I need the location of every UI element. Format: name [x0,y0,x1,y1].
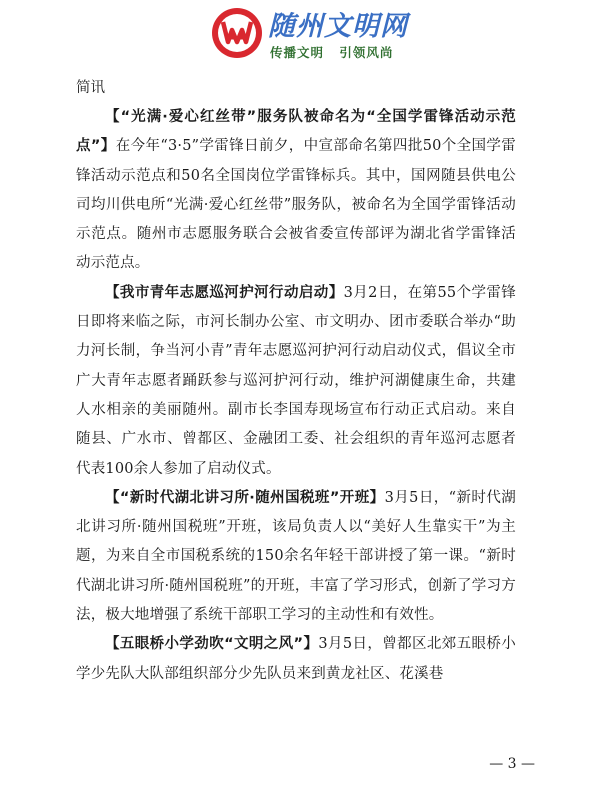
page-number: — 3 — [489,756,535,772]
news-body: 3月5日，曾都区北郊五眼桥小学少先队大队部组织部分少先队员来到黄龙社区、花溪巷 [76,636,517,682]
slogan-part-1: 传播文明 [270,45,325,60]
news-item [76,279,516,484]
news-item [76,484,516,630]
news-headline: 【五眼桥小学劲吹“文明之风”】 [105,636,319,653]
wm-logo-icon [210,6,264,60]
news-body: 在今年“3·5”学雷锋日前夕，中宣部命名第四批50个全国学雷锋活动示范点和50名全国岗位学雷锋标兵。其中，国网随县供电公司均川供电所“光满·爱心红丝带”服务队，被命名为全国学雷锋活动示范点。随州市志愿服务联合会被省委宣传部评为湖北省学雷锋活动示范点。 [76,138,516,272]
news-headline: 【“新时代湖北讲习所·随州国税班”开班】 [105,489,385,506]
news-item [76,103,516,279]
main-content [76,77,516,689]
news-body: 3月2日，在第55个学雷锋日即将来临之际，市河长制办公室、市文明办、团市委联合举办“助力河长制，争当河小青”青年志愿巡河护河行动启动仪式，倡议全市广大青年志愿者踊跃参与巡河护河行动，维护河湖健康生命，共建人水相亲的美丽随州。副市长李国寿现场宣布行动正式启动。来自随县、广水市、曾都区、金融团工委、社会组织的青年巡河志愿者代表100余人参加了启动仪式。 [76,284,516,477]
site-slogan [270,43,403,61]
section-title: 简讯 [76,80,105,96]
page-header [0,0,591,66]
news-headline: 【“光满·爱心红丝带”服务队被命名为“全国学雷锋活动示范点”】 [76,109,516,155]
site-brand-title: 随州文明网 [268,11,408,42]
news-headline: 【我市青年志愿巡河护河行动启动】 [105,284,344,301]
news-item [76,630,516,689]
slogan-part-2: 引领风尚 [339,45,394,60]
news-body: 3月5日，“新时代湖北讲习所·随州国税班”开班，该局负责人以“美好人生靠实干”为主题，为来自全市国税系统的150余名年轻干部讲授了第一课。“新时代湖北讲习所·随州国税班”的开班，丰富了学习形式，创新了学习方法，极大地增强了系统干部职工学习的主动性和有效性。 [76,489,516,624]
